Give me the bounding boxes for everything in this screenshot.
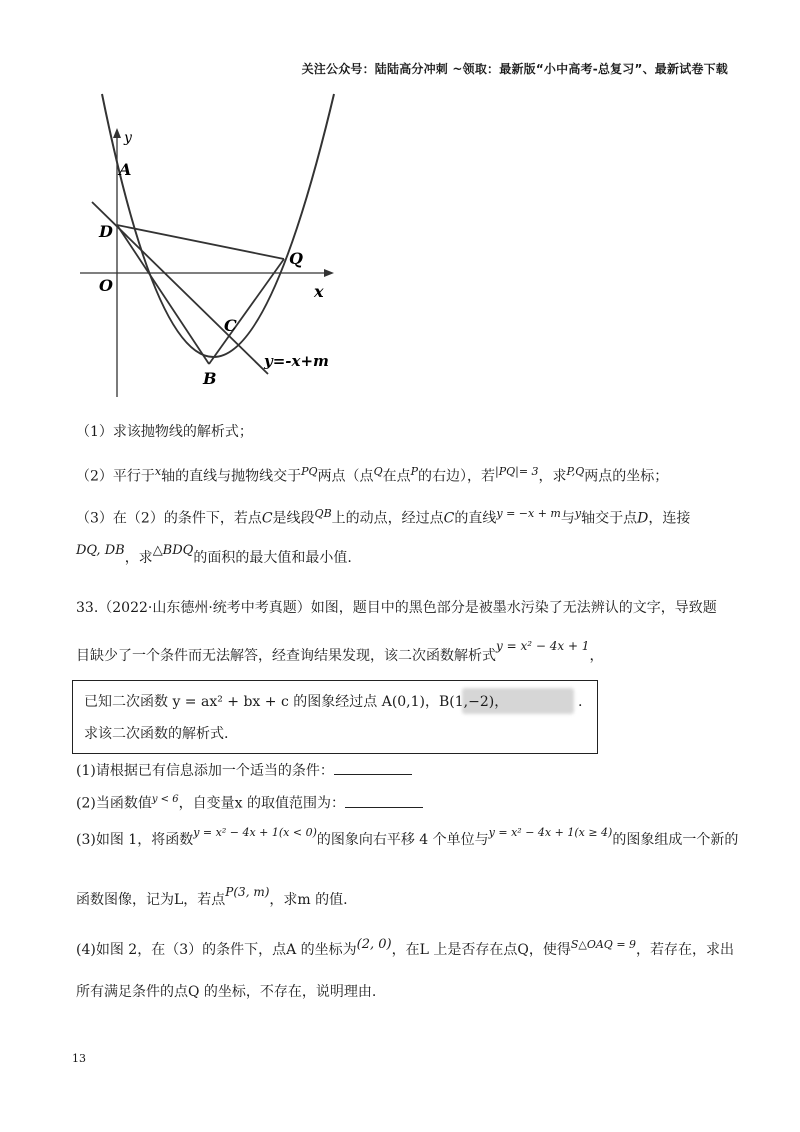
text: ，自变量x 的取值范围为： — [178, 795, 345, 812]
text: 与 — [560, 510, 575, 527]
math-func-xlt0: y = x² − 4x + 1(x < 0) — [193, 826, 317, 839]
segment-qb — [209, 259, 284, 364]
label-d: D — [99, 222, 113, 241]
text: （3）在（2）的条件下，若点 — [76, 510, 262, 527]
text: 轴交于点 — [581, 510, 638, 527]
label-c: C — [224, 316, 237, 335]
text: ，求 — [124, 550, 153, 566]
text: (3)如图 1，将函数 — [76, 832, 194, 848]
label-q: Q — [289, 249, 303, 268]
text: (4)如图 2，在（3）的条件下，点A 的坐标为 — [76, 942, 357, 958]
q33-sub2 — [76, 790, 423, 814]
text: 函数图像，记为L，若点 — [76, 892, 226, 908]
math-abs-pq: |PQ|= 3 — [495, 465, 539, 478]
q33-sub4-cont: 所有满足条件的点Q 的坐标，不存在，说明理由. — [76, 984, 377, 1000]
parabola-figure — [72, 92, 352, 402]
q33-sub4 — [76, 937, 735, 961]
text: 两点（点 — [317, 468, 374, 485]
text: ，求m 的值. — [269, 892, 348, 908]
math-p-q: P,Q — [566, 465, 585, 478]
q32-part2 — [76, 462, 668, 487]
text: 上的动点，经过点 — [331, 510, 444, 527]
segment-db — [117, 225, 209, 364]
math-p: P — [410, 465, 418, 478]
box-line1: 已知二次函数 y = ax² + bx + c 的图象经过点 A(0,1)，B(1,−2)， — [84, 694, 509, 710]
text: （2）平行于 — [76, 468, 155, 485]
math-point-p: P(3, m) — [225, 885, 270, 899]
line-y-neg-x-plus-m — [92, 202, 268, 374]
label-y: y — [124, 130, 132, 146]
math-d: D — [637, 510, 649, 527]
text: 的图象向右平移 4 个单位与 — [316, 832, 489, 848]
q33-sub1 — [76, 760, 412, 781]
text: 的右边），若 — [418, 468, 495, 485]
math-y: y — [574, 507, 582, 520]
text: 的面积的最大值和最小值. — [193, 550, 352, 566]
text: 两点的坐标； — [584, 468, 669, 485]
math-q: Q — [373, 465, 383, 478]
label-line: y=-x+m — [264, 352, 329, 370]
q33-intro-line2 — [76, 639, 604, 666]
text: ，若存在，求出 — [636, 942, 735, 958]
q32-part3 — [76, 504, 690, 529]
box-line1-end: . — [578, 694, 583, 710]
math-x: x — [154, 465, 162, 478]
text: 的直线 — [454, 510, 497, 527]
text: 轴的直线与抛物线交于 — [161, 468, 302, 485]
math-area: S△OAQ = 9 — [570, 938, 637, 951]
math-qb: QB — [314, 507, 332, 520]
page-header: 关注公众号：陆陆高分冲刺 ~领取：最新版“小中高考-总复习”、最新试卷下载 — [301, 62, 728, 76]
math-c: C — [443, 510, 455, 527]
q33-intro-line1: 33.（2022·山东德州·统考中考真题）如图，题目中的黑色部分是被墨水污染了无法辨认的文字，导致题 — [76, 600, 717, 616]
text: 在点 — [382, 468, 411, 485]
y-axis-arrow — [113, 128, 121, 138]
text: ，在L 上是否存在点Q，使得 — [391, 942, 571, 958]
text: 是线段 — [272, 510, 315, 527]
text: ，连接 — [648, 510, 691, 527]
text: (2)当函数值 — [76, 795, 152, 812]
math-y-lt-6: y < 6 — [151, 794, 179, 805]
answer-blank[interactable] — [345, 793, 423, 808]
label-b: B — [203, 369, 217, 388]
q32-part1: （1）求该抛物线的解析式； — [76, 424, 253, 440]
text: 目缺少了一个条件而无法解答，经查询结果发现，该二次函数解析式 — [76, 648, 496, 664]
q32-part3-cont — [76, 543, 352, 569]
text: (1)请根据已有信息添加一个适当的条件： — [76, 763, 334, 779]
q33-sub3 — [76, 826, 739, 851]
parabola-curve — [102, 94, 334, 357]
math-triangle-bdq: △BDQ — [152, 543, 194, 558]
text: ，求 — [538, 468, 567, 485]
math-line: y = −x + m — [496, 507, 561, 520]
q33-sub3-cont — [76, 885, 348, 910]
math-func-xge4: y = x² − 4x + 1(x ≥ 4) — [488, 826, 613, 839]
label-x: x — [314, 282, 324, 301]
box-line2: 求该二次函数的解析式. — [84, 726, 229, 742]
answer-blank[interactable] — [334, 760, 412, 775]
label-o: O — [99, 276, 113, 295]
math-pq: PQ — [301, 465, 318, 478]
label-a: A — [119, 160, 132, 179]
text: ， — [589, 648, 604, 664]
math-function: y = x² − 4x + 1 — [496, 639, 590, 653]
page-number: 13 — [72, 1052, 86, 1065]
x-axis-arrow — [324, 269, 334, 277]
math-c: C — [261, 510, 273, 527]
math-dq-db: DQ, DB — [76, 543, 125, 558]
text: 的图象组成一个新的 — [612, 832, 739, 848]
math-point-a: (2, 0) — [356, 937, 392, 952]
